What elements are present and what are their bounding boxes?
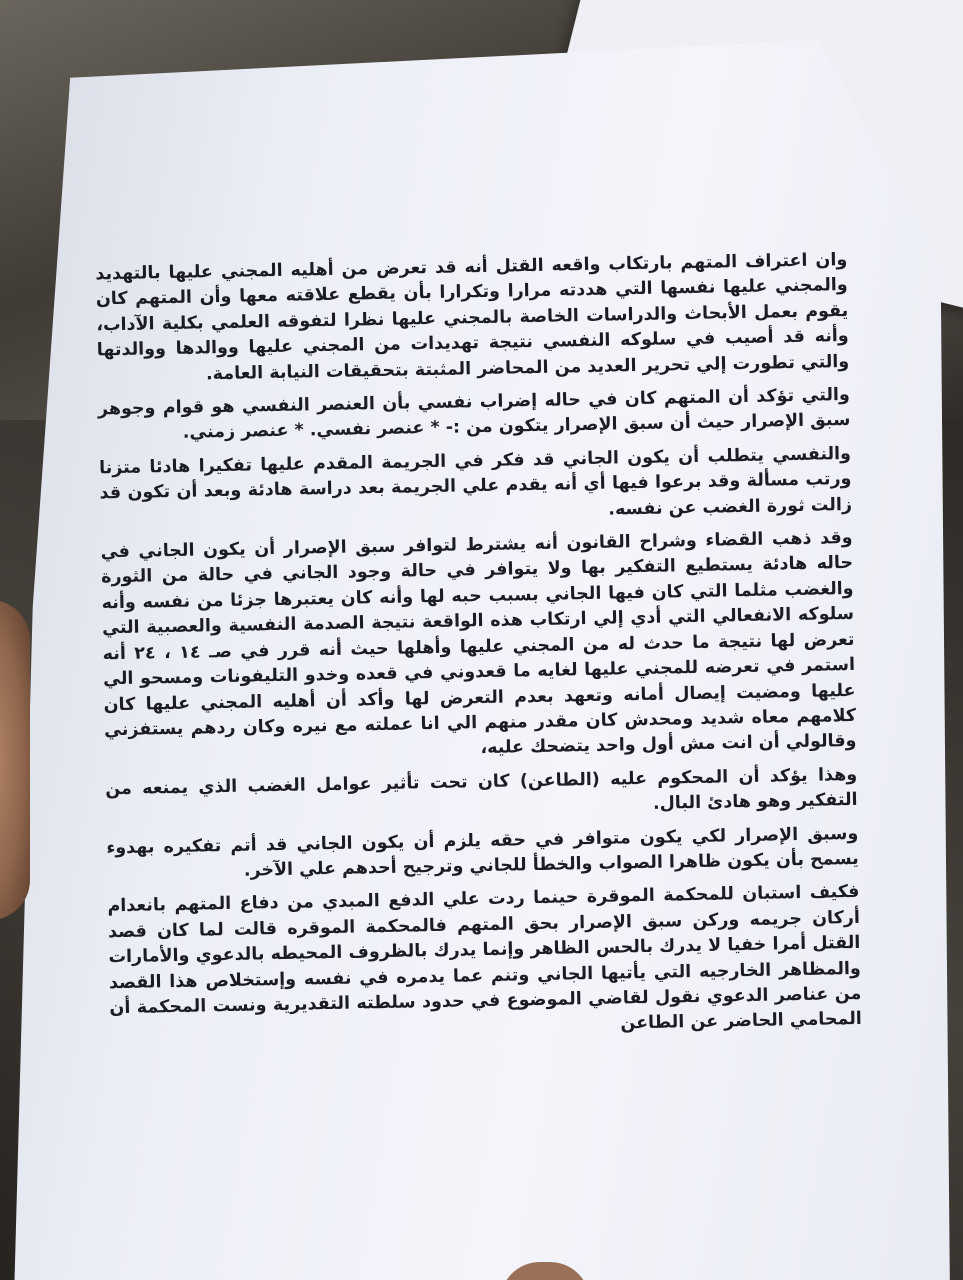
paragraph-6: وسبق الإصرار لكي يكون متوافر في حقه يلزم أن يكون الجاني قد أتم تفكيره بهدوء يسمح بأن يكون ظاهرا الصواب والخطأ للجاني وترجيح أحدهم علي الآخر. xyxy=(106,823,859,881)
paragraph-4: وقد ذهب القضاء وشراح القانون أنه يشترط لتوافر سبق الإصرار أن يكون الجاني في حاله هادئة يستطيع التفكير بها ولا يتوافر في حالة وجود الجاني في حالة من الثورة والغضب مثلما التي كان فيها الجاني بسبب حبه لها وأنه كان يعتبرها جزئا من نفسه وأنه سلوكه الانفعالي التي أدي إلي ارتكاب هذه الواقعة نتيجة الصدمة النفسية والعصبية التي تعرض لها نتيجة ما حدث له من المجني عليها وأهلها حيث أنه قرر في صـ ١٤ ، ٢٤ أنه استمر في تعرضه للمجني عليها لغايه ما قعدوني في قعده وخدو التليفونات ومسحو الي عليها ومضيت إيصال أمانه وتعهد بعدم التعرض لها وأكد أن أهليه المجني عليها كان كلامهم معاه شديد ومحدش كان مقدر منهم الي انا عملته مع نيره وكان ردهم يستفزني وقالولي أن انت مش أول واحد يتضحك عليه، xyxy=(100,528,857,759)
paragraph-2: والتي تؤكد أن المتهم كان في حاله إضراب نفسي بأن العنصر النفسي هو قوام وجوهر سبق الإصرار حيث أن سبق الإصرار يتكون من :- * عنصر نفسي. * عنصر زمني. xyxy=(97,385,851,444)
paragraph-3: والنفسي يتطلب أن يكون الجاني قد فكر في الجريمة المقدم عليها تفكيرا هادئا متزنا ورتب مسألة وقد برعوا فيها أي أنه يقدم علي الجريمة بعد دراسة هادئة وبعد أن تكون قد زالت ثورة الغضب عن نفسه. xyxy=(98,443,853,520)
paragraph-5: وهذا يؤكد أن المحكوم عليه (الطاعن) كان تحت تأثير عوامل الغضب الذي يمنعه من التفكير وهو هادئ البال. xyxy=(105,764,858,814)
document-text xyxy=(95,248,862,1055)
paragraph-1: وان اعتراف المتهم بارتكاب واقعه القتل أنه قد تعرض من أهليه المجني عليها بالتهديد والمجني عليها نفسها التي هددته مرارا وتكرارا بأن يقطع علاقته معها وأن المتهم كان يقوم بعمل الأبحاث والدراسات الخاصة بالمجني عليها نظرا لتفوقه العلمي بكلية الآداب، وأنه قد أصيب في سلوكه النفسي نتيجة تهديدات من المجني عليها ووالدها ووالدتها والتي تطورت إلي تحرير العديد من المحاضر المثبتة بتحقيقات النيابة العامة. xyxy=(95,249,850,384)
paragraph-7: فكيف استبان للمحكمة الموقرة حينما ردت علي الدفع المبدي من دفاع المتهم بانعدام أركان جريمه وركن سبق الإصرار بحق المتهم فالمحكمة الموقره قالت لما كان قصد القتل أمرا خفيا لا يدرك بالحس الظاهر وإنما يدرك بالظروف المحيطه بالدعوي والأمارات والمظاهر الخارجيه التي يأتيها الجاني وتنم عما يدمره في نفسه وإستخلاص هذا القصد من عناصر الدعوي نقول لقاضي الموضوع في حدود سلطته التقديرية ونست المحكمة أن المحامي الحاضر عن الطاعن xyxy=(107,882,863,1034)
hand-left xyxy=(0,600,30,920)
